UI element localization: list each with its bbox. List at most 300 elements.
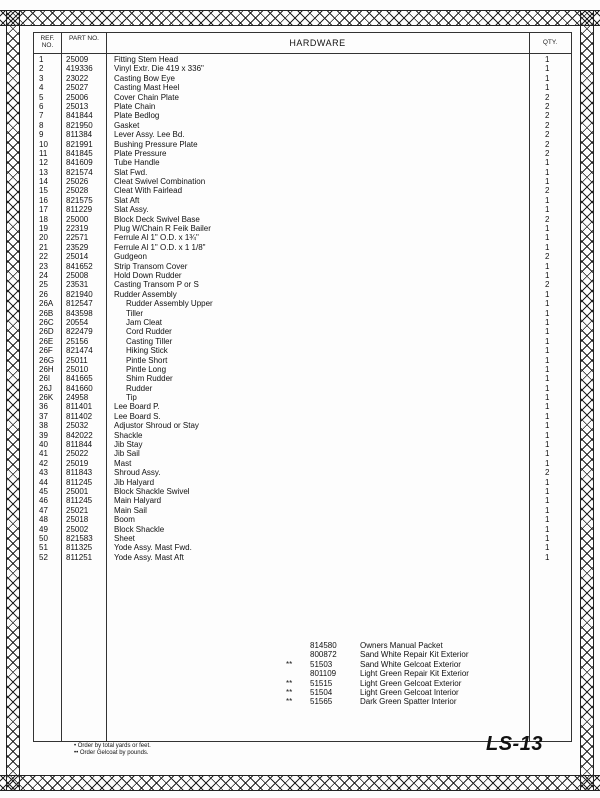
- part-no-cell: 25022: [66, 449, 89, 459]
- part-no-cell: 23529: [66, 242, 89, 252]
- part-no-cell: 419336: [66, 64, 93, 74]
- description-cell: Ferrule Al 1" O.D. x 1¾": [114, 233, 199, 243]
- description-cell: Shroud Assy.: [114, 468, 161, 478]
- table-row: [34, 449, 571, 458]
- ref-no-cell: 9: [39, 130, 44, 140]
- extra-item: [286, 679, 526, 688]
- ref-no-cell: 26C: [39, 317, 54, 327]
- part-no-cell: 25027: [66, 83, 89, 93]
- table-row: [34, 299, 571, 308]
- qty-cell: 1: [545, 440, 550, 450]
- table-row: [34, 393, 571, 402]
- table-row: [34, 168, 571, 177]
- qty-cell: 2: [545, 280, 550, 290]
- description-cell: Cover Chain Plate: [114, 92, 179, 102]
- part-no-cell: 25156: [66, 336, 89, 346]
- qty-cell: 1: [545, 543, 550, 553]
- table-row: [34, 468, 571, 477]
- part-no-cell: 51515: [310, 678, 333, 688]
- part-no-cell: 25028: [66, 186, 89, 196]
- table-row: [34, 290, 571, 299]
- order-note-marker: **: [286, 678, 293, 688]
- ref-no-cell: 47: [39, 505, 48, 515]
- table-row: [34, 365, 571, 374]
- qty-cell: 1: [545, 336, 550, 346]
- ref-no-cell: 20: [39, 233, 48, 243]
- part-no-cell: 842022: [66, 430, 93, 440]
- part-no-cell: 814580: [310, 641, 337, 650]
- qty-cell: 1: [545, 327, 550, 337]
- qty-cell: 2: [545, 130, 550, 140]
- qty-cell: 1: [545, 261, 550, 271]
- table-row: [34, 233, 571, 242]
- part-no-cell: 821474: [66, 346, 93, 356]
- extra-item: [286, 660, 526, 669]
- table-row: [34, 534, 571, 543]
- table-row: [34, 205, 571, 214]
- table-row: [34, 252, 571, 261]
- table-row: [34, 496, 571, 505]
- description-cell: Rudder: [126, 383, 153, 393]
- table-row: [34, 93, 571, 102]
- qty-cell: 2: [545, 186, 550, 196]
- qty-cell: 1: [545, 167, 550, 177]
- table-row: [34, 327, 571, 336]
- part-no-cell: 811245: [66, 496, 93, 506]
- ref-no-cell: 51: [39, 543, 48, 553]
- qty-cell: 1: [545, 496, 550, 506]
- qty-cell: 1: [545, 83, 550, 93]
- part-no-cell: 821575: [66, 195, 93, 205]
- qty-cell: 2: [545, 101, 550, 111]
- part-no-cell: 25021: [66, 505, 89, 515]
- ref-no-cell: 26D: [39, 327, 54, 337]
- table-row: [34, 196, 571, 205]
- qty-cell: 1: [545, 515, 550, 525]
- table-row: [34, 271, 571, 280]
- qty-cell: 1: [545, 355, 550, 365]
- part-no-cell: 20554: [66, 317, 89, 327]
- qty-cell: 2: [545, 111, 550, 121]
- table-row: [34, 440, 571, 449]
- description-cell: Block Shackle Swivel: [114, 486, 190, 496]
- table-row: [34, 487, 571, 496]
- description-cell: Main Halyard: [114, 496, 162, 506]
- ref-no-cell: 24: [39, 270, 48, 280]
- ref-no-cell: 6: [39, 101, 44, 111]
- extra-item: [286, 669, 526, 678]
- table-row: [34, 102, 571, 111]
- ref-no-cell: 46: [39, 496, 48, 506]
- footnotes: [74, 743, 151, 757]
- extra-item: [286, 697, 526, 706]
- ref-no-cell: 26A: [39, 299, 54, 309]
- part-no-cell: 25019: [66, 458, 89, 468]
- part-no-cell: 811229: [66, 205, 93, 215]
- extra-item: [286, 641, 526, 650]
- qty-cell: 1: [545, 73, 550, 83]
- description-cell: Casting Transom P or S: [114, 280, 199, 290]
- table-row: [34, 543, 571, 552]
- part-no-cell: 811843: [66, 468, 93, 478]
- part-no-cell: 841652: [66, 261, 93, 271]
- ref-no-cell: 26K: [39, 393, 54, 403]
- description-cell: Light Green Gelcoat Exterior: [360, 678, 462, 688]
- qty-cell: 1: [545, 64, 550, 74]
- ref-no-cell: 42: [39, 458, 48, 468]
- qty-cell: 1: [545, 411, 550, 421]
- part-no-cell: 801109: [310, 669, 337, 679]
- ref-no-cell: 26G: [39, 355, 55, 365]
- description-cell: Plate Chain: [114, 101, 156, 111]
- part-no-cell: 800872: [310, 650, 337, 660]
- table-row: [34, 337, 571, 346]
- table-row: [34, 262, 571, 271]
- table-row: [34, 553, 571, 562]
- table-row: [34, 177, 571, 186]
- footnote: • Order by total yards or feet.: [74, 743, 151, 749]
- ref-no-cell: 7: [39, 111, 44, 121]
- ref-no-cell: 44: [39, 477, 48, 487]
- description-cell: Jib Stay: [114, 440, 143, 450]
- qty-cell: 1: [545, 270, 550, 280]
- part-no-cell: 25010: [66, 364, 89, 374]
- ref-no-cell: 36: [39, 402, 48, 412]
- table-row: [34, 83, 571, 92]
- description-cell: Boom: [114, 515, 135, 525]
- ref-no-cell: 39: [39, 430, 48, 440]
- part-no-cell: 22319: [66, 224, 89, 234]
- part-no-cell: 25011: [66, 355, 88, 365]
- part-no-cell: 25014: [66, 252, 89, 262]
- table-row: [34, 55, 571, 64]
- description-cell: Adjustor Shroud or Stay: [114, 421, 199, 431]
- ref-no-cell: 23: [39, 261, 48, 271]
- qty-cell: 1: [545, 346, 550, 356]
- description-cell: Lee Board P.: [114, 402, 160, 412]
- description-cell: Pintle Short: [126, 355, 168, 365]
- table-row: [34, 431, 571, 440]
- table-row: [34, 402, 571, 411]
- table-row: [34, 74, 571, 83]
- description-cell: Casting Mast Heel: [114, 83, 180, 93]
- ref-no-cell: 26J: [39, 383, 52, 393]
- description-cell: Block Shackle: [114, 524, 165, 534]
- description-cell: Gudgeon: [114, 252, 147, 262]
- qty-cell: 2: [545, 468, 550, 478]
- qty-cell: 2: [545, 92, 550, 102]
- table-row: [34, 224, 571, 233]
- qty-cell: 1: [545, 308, 550, 318]
- description-cell: Yode Assy. Mast Aft: [114, 552, 184, 562]
- qty-cell: 2: [545, 252, 550, 262]
- table-row: [34, 459, 571, 468]
- ref-no-cell: 40: [39, 440, 48, 450]
- description-cell: Owners Manual Packet: [360, 641, 443, 650]
- description-cell: Rudder Assembly: [114, 289, 177, 299]
- ref-no-cell: 16: [39, 195, 48, 205]
- qty-cell: 1: [545, 299, 550, 309]
- qty-cell: 1: [545, 402, 550, 412]
- description-cell: Lever Assy. Lee Bd.: [114, 130, 185, 140]
- table-row: [34, 356, 571, 365]
- part-no-cell: 811325: [66, 543, 93, 553]
- qty-cell: 1: [545, 505, 550, 515]
- table-row: [34, 515, 571, 524]
- part-no-cell: 25001: [66, 486, 89, 496]
- ref-no-cell: 26B: [39, 308, 54, 318]
- description-cell: Gasket: [114, 120, 140, 130]
- description-cell: Tip: [126, 393, 137, 403]
- ref-no-cell: 48: [39, 515, 48, 525]
- description-cell: Hold Down Rudder: [114, 270, 182, 280]
- header-qty: QTY.: [542, 39, 558, 46]
- qty-cell: 1: [545, 421, 550, 431]
- description-cell: Light Green Gelcoat Interior: [360, 687, 459, 697]
- part-no-cell: 25002: [66, 524, 89, 534]
- header-ref-no: REF. NO.: [40, 35, 55, 49]
- qty-cell: 1: [545, 195, 550, 205]
- decorative-border-right: [580, 10, 594, 790]
- ref-no-cell: 26F: [39, 346, 53, 356]
- description-cell: Cord Rudder: [126, 327, 172, 337]
- qty-cell: 1: [545, 317, 550, 327]
- extra-item: [286, 650, 526, 659]
- description-cell: Shim Rudder: [126, 374, 173, 384]
- description-cell: Main Sail: [114, 505, 147, 515]
- table-row: [34, 309, 571, 318]
- header-hardware: HARDWARE: [289, 38, 346, 48]
- ref-no-cell: 38: [39, 421, 48, 431]
- part-no-cell: 25006: [66, 92, 89, 102]
- qty-cell: 1: [545, 383, 550, 393]
- part-no-cell: 841660: [66, 383, 93, 393]
- ref-no-cell: 19: [39, 224, 48, 234]
- description-cell: Casting Tiller: [126, 336, 173, 346]
- part-no-cell: 22571: [66, 233, 89, 243]
- qty-cell: 1: [545, 224, 550, 234]
- footnote: •• Order Gelcoat by pounds.: [74, 750, 149, 756]
- qty-cell: 2: [545, 139, 550, 149]
- ref-no-cell: 10: [39, 139, 48, 149]
- qty-cell: 1: [545, 205, 550, 215]
- ref-no-cell: 3: [39, 73, 44, 83]
- ref-no-cell: 2: [39, 64, 44, 74]
- qty-cell: 1: [545, 233, 550, 243]
- table-row: [34, 130, 571, 139]
- ref-no-cell: 26I: [39, 374, 51, 384]
- description-cell: Rudder Assembly Upper: [126, 299, 213, 309]
- qty-cell: 1: [545, 177, 550, 187]
- part-no-cell: 25000: [66, 214, 89, 224]
- part-no-cell: 821940: [66, 289, 93, 299]
- description-cell: Yode Assy. Mast Fwd.: [114, 543, 192, 553]
- description-cell: Tiller: [126, 308, 144, 318]
- decorative-border-left: [6, 10, 20, 790]
- hardware-rows: [34, 55, 571, 562]
- description-cell: Fitting Stem Head: [114, 55, 179, 64]
- table-row: [34, 384, 571, 393]
- description-cell: Slat Assy.: [114, 205, 149, 215]
- part-no-cell: 51504: [310, 687, 333, 697]
- table-row: [34, 318, 571, 327]
- qty-cell: 1: [545, 242, 550, 252]
- description-cell: Light Green Repair Kit Exterior: [360, 669, 469, 679]
- table-row: [34, 525, 571, 534]
- qty-cell: 1: [545, 364, 550, 374]
- description-cell: Casting Bow Eye: [114, 73, 175, 83]
- part-no-cell: 822479: [66, 327, 93, 337]
- table-row: [34, 140, 571, 149]
- order-note-marker: **: [286, 697, 293, 707]
- ref-no-cell: 21: [39, 242, 48, 252]
- description-cell: Cleat With Fairlead: [114, 186, 183, 196]
- table-row: [34, 186, 571, 195]
- ref-no-cell: 18: [39, 214, 48, 224]
- part-no-cell: 843598: [66, 308, 93, 318]
- qty-cell: 1: [545, 533, 550, 543]
- description-cell: Mast: [114, 458, 132, 468]
- ref-no-cell: 14: [39, 177, 48, 187]
- header-part-no: PART NO.: [69, 35, 99, 42]
- table-row: [34, 158, 571, 167]
- table-row: [34, 121, 571, 130]
- table-row: [34, 346, 571, 355]
- part-no-cell: 812547: [66, 299, 93, 309]
- part-no-cell: 25018: [66, 515, 89, 525]
- part-no-cell: 25026: [66, 177, 89, 187]
- qty-cell: 1: [545, 158, 550, 168]
- description-cell: Block Deck Swivel Base: [114, 214, 200, 224]
- ref-no-cell: 5: [39, 92, 44, 102]
- description-cell: Tube Handle: [114, 158, 160, 168]
- order-note-marker: **: [286, 687, 293, 697]
- description-cell: Hiking Stick: [126, 346, 168, 356]
- qty-cell: 1: [545, 55, 550, 64]
- qty-cell: 2: [545, 214, 550, 224]
- table-row: [34, 64, 571, 73]
- description-cell: Sheet: [114, 533, 135, 543]
- part-no-cell: 811251: [66, 552, 93, 562]
- ref-no-cell: 12: [39, 158, 48, 168]
- part-no-cell: 51503: [310, 659, 333, 669]
- ref-no-cell: 37: [39, 411, 48, 421]
- description-cell: Slat Fwd.: [114, 167, 148, 177]
- description-cell: Jib Halyard: [114, 477, 155, 487]
- ref-no-cell: 15: [39, 186, 48, 196]
- part-no-cell: 24958: [66, 393, 89, 403]
- part-no-cell: 811384: [66, 130, 93, 140]
- description-cell: Jam Cleat: [126, 317, 163, 327]
- part-no-cell: 25032: [66, 421, 89, 431]
- part-no-cell: 841845: [66, 148, 93, 158]
- description-cell: Cleat Swivel Combination: [114, 177, 206, 187]
- part-no-cell: 821574: [66, 167, 93, 177]
- header-divider: [34, 53, 571, 54]
- hardware-table: [33, 32, 572, 742]
- ref-no-cell: 52: [39, 552, 48, 562]
- ref-no-cell: 26: [39, 289, 48, 299]
- ref-no-cell: 45: [39, 486, 48, 496]
- part-no-cell: 25008: [66, 270, 89, 280]
- part-no-cell: 23022: [66, 73, 89, 83]
- part-no-cell: 821583: [66, 533, 93, 543]
- part-no-cell: 821991: [66, 139, 93, 149]
- part-no-cell: 23531: [66, 280, 89, 290]
- ref-no-cell: 43: [39, 468, 48, 478]
- table-row: [34, 280, 571, 289]
- description-cell: Plate Bedlog: [114, 111, 160, 121]
- ref-no-cell: 11: [39, 148, 48, 158]
- description-cell: Lee Board S.: [114, 411, 161, 421]
- table-row: [34, 412, 571, 421]
- qty-cell: 1: [545, 374, 550, 384]
- qty-cell: 2: [545, 120, 550, 130]
- qty-cell: 1: [545, 449, 550, 459]
- part-no-cell: 841665: [66, 374, 93, 384]
- table-row: [34, 506, 571, 515]
- ref-no-cell: 8: [39, 120, 44, 130]
- part-no-cell: 841609: [66, 158, 93, 168]
- part-no-cell: 811402: [66, 411, 93, 421]
- model-label: LS-13: [486, 733, 543, 755]
- table-row: [34, 149, 571, 158]
- part-no-cell: 811245: [66, 477, 93, 487]
- ref-no-cell: 26E: [39, 336, 54, 346]
- ref-no-cell: 41: [39, 449, 48, 459]
- table-row: [34, 215, 571, 224]
- description-cell: Jib Sail: [114, 449, 140, 459]
- qty-cell: 1: [545, 477, 550, 487]
- ref-no-cell: 1: [39, 55, 44, 64]
- description-cell: Dark Green Spatter Interior: [360, 697, 457, 707]
- description-cell: Plate Pressure: [114, 148, 167, 158]
- description-cell: Pintle Long: [126, 364, 167, 374]
- part-no-cell: 25009: [66, 55, 89, 64]
- description-cell: Bushing Pressure Plate: [114, 139, 198, 149]
- table-row: [34, 111, 571, 120]
- qty-cell: 1: [545, 458, 550, 468]
- ref-no-cell: 17: [39, 205, 48, 215]
- qty-cell: 1: [545, 552, 550, 562]
- description-cell: Vinyl Extr. Die 419 x 336": [114, 64, 204, 74]
- order-note-marker: **: [286, 659, 293, 669]
- qty-cell: 1: [545, 289, 550, 299]
- ref-no-cell: 25: [39, 280, 48, 290]
- table-row: [34, 243, 571, 252]
- ref-no-cell: 26H: [39, 364, 54, 374]
- extras-list: [286, 641, 526, 707]
- ref-no-cell: 4: [39, 83, 44, 93]
- decorative-border-top: [0, 10, 600, 26]
- part-no-cell: 811844: [66, 440, 93, 450]
- ref-no-cell: 13: [39, 167, 48, 177]
- qty-cell: 2: [545, 148, 550, 158]
- description-cell: Plug W/Chain R Feik Bailer: [114, 224, 211, 234]
- part-no-cell: 841844: [66, 111, 93, 121]
- qty-cell: 1: [545, 393, 550, 403]
- table-row: [34, 374, 571, 383]
- qty-cell: 1: [545, 486, 550, 496]
- description-cell: Strip Transom Cover: [114, 261, 188, 271]
- table-row: [34, 421, 571, 430]
- ref-no-cell: 50: [39, 533, 48, 543]
- extra-item: [286, 688, 526, 697]
- table-row: [34, 478, 571, 487]
- description-cell: Slat Aft: [114, 195, 140, 205]
- description-cell: Ferrule Al 1" O.D. x 1 1/8": [114, 242, 206, 252]
- part-no-cell: 25013: [66, 101, 89, 111]
